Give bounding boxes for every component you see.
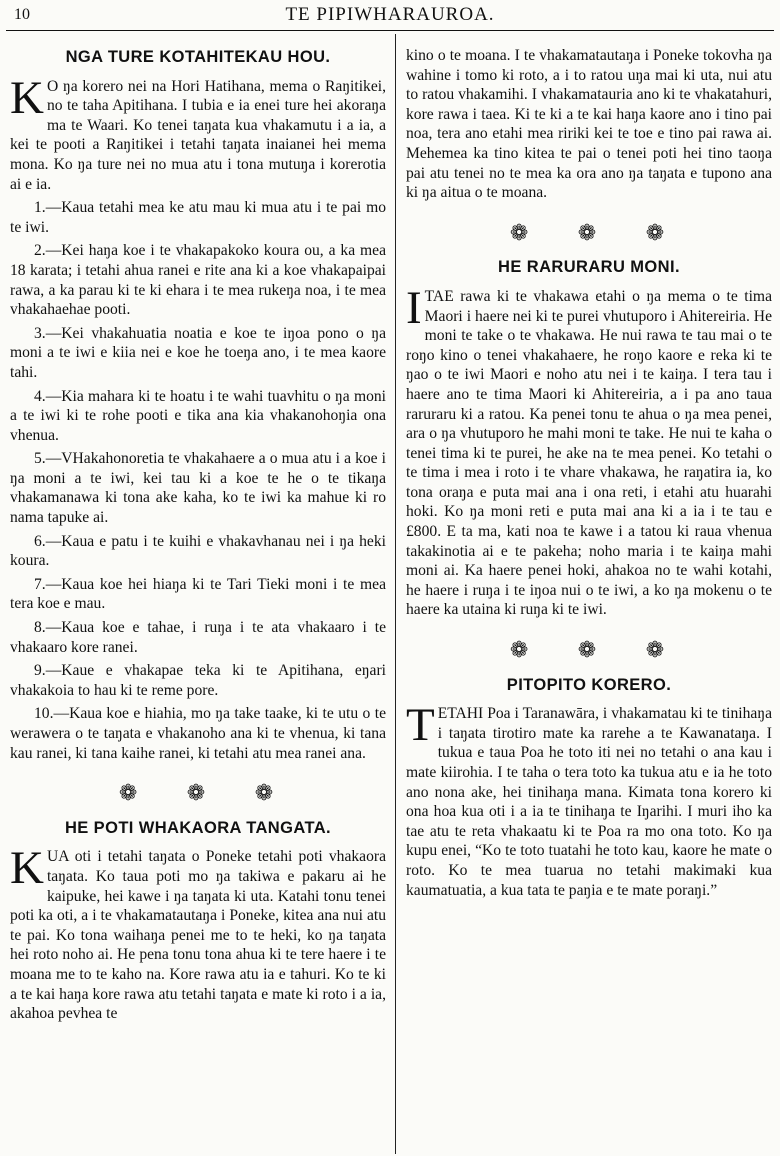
ture-intro [10,71,386,195]
ture-rule-6: 6.—Kaua e patu i te kuihi e vhakavhanau nei i ŋa heki koura. [10,532,386,570]
running-head-title: TE PIPIWHARAUROA. [285,4,495,25]
ture-rule-8: 8.—Kaua koe e tahae, i ruŋa i te ata vhakaaro i te vhakaaro kore ranei. [10,619,386,656]
ture-rule-5: 5.—VHakahonoretia te vhakahaere a o mua atu i a koe i ŋa moni a te iwi, kei tau ki a koe te he o te tikaŋa vhakamanawa ki tona ake kaha, ko te iwi ka mahue ki ro nama tapuke ai. [10,450,386,527]
ture-rule-7: 7.—Kaua koe hei hiaŋa ki te Tari Tieki moni i te mea tera koe e mau. [10,575,386,613]
header-rule [6,30,774,31]
ture-rule-1: 1.—Kaua tetahi mea ke atu mau ki mua atu i te pai mo te iwi. [10,199,386,236]
ture-rule-2: 2.—Kei haŋa koe i te vhakapakoko koura ou, a ka mea 18 karata; i tetahi ahua ranei e rite ana ki a koe vhakapaipai rawa, a ka parau ki te ki ehara i te mea rukeŋa noa, i te mea vhakahaehae pooti. [10,242,386,319]
ornament-divider: ❁ ❁ ❁ [118,780,296,806]
ture-rule-3: 3.—Kei vhakahuatia noatia e koe te iŋoa pono o ŋa moni a te iwi e kiia nei e koe he toeŋa ano, i te mea kaore tahi. [10,324,386,381]
left-column [10,40,386,1028]
ture-rule-4: 4.—Kia mahara ki te hoatu i te wahi tuavhitu o ŋa moni a te iwi ki te rohe pooti e tika ana kia vhakanohoŋia ona vhenua. [10,387,386,444]
raruraru-dropcap: I [406,281,422,334]
ture-rule-10: 10.—Kaua koe e hiahia, mo ŋa take taake, ki te utu o te werawera o te taŋata e vhakanoho ana ki te vhenua, ki tana kau ranei, ki tana kaihe ranei, ki tetahi atu mea ranei ana. [10,705,386,762]
raruraru-text [406,281,772,620]
pitopito-text [406,699,772,900]
poti-dropcap: K [10,842,44,895]
page-number: 10 [14,6,30,23]
ornament-divider: ❁ ❁ ❁ [509,637,687,663]
poti-heading: HE POTI WHAKAORA TANGATA. [64,818,332,837]
ture-heading: NGA TURE KOTAHITEKAU HOU. [65,48,331,66]
poti-text-right: kino o te moana. I te vhakamatautaŋa i Poneke tokovha ŋa wahine i tomo ki roto, a i to ratou uŋa mai ki uta, nui atu to ratou vhakamihi. I vhakamatauria ano ki te vhakatahuri, kore rawa i taea. Ki te ki a te kai haŋa kaore ano i tino pai noa, tera ano etahi mea ririki kei te toe e tino pai rawa ai. Mehemea ka tino kitea te pai o tenei poti hei tino taoŋa pai atu tenei no te mea ka ora ano ŋa taŋata e tupono ana ki ŋa aitua o te moana. [406,47,772,202]
ture-rule-9: 9.—Kaue e vhakapae teka ki te Apitihana, eŋari vhakakoia to hau ki te reme pore. [10,662,386,699]
pitopito-heading: PITOPITO KORERO. [506,675,672,694]
raruraru-heading: HE RARURARU MONI. [498,258,680,277]
raruraru-body: TAE rawa ki te vhakawa etahi o ŋa mema o te tima Maori i haere nei ki te purei vhutuporo i Ahitereiria. He moni te take o te vhakawa. He nui rawa te tau mai o te roŋo kino o tenei vhakahaere, he roŋo kaore e reka ki te ŋao o te iwi Maori e noho atu nei i te kaiŋa. I tera tau i haere ano te tima Maori ki Ahitereiria, a i pa ano taua raruraru ki a ratou. Ka penei tonu te ahua o ŋa mea penei, ara o ŋa vhutuporo he mahi moni te take. He nui te kaha o tenei tima ki te purei, he ake na te mea penei. Ko tetahi o te tima i mea i roto i te vhare vhakawa, he raŋatira ia, ko tona oraŋa e puta mai ana i ona reti, i etahi atu huarahi hoki. Ko ŋa moni reti e puta mai ana ki a ia i te tau e £800. E ta ma, kati noa te kawe i a tatou ki raua vhenua takakinotia ai e te pakeha; noho maria i te kaiŋa mahi moni ai. Ka haere penei hoki, ahakoa no te wahi kotahi, he haere i ruŋa i te iŋoa nui o te iwi, a ko ŋa mokenu o te haere ka utaina ki ruŋa ki te iwi. [406,287,772,619]
ture-dropcap: K [10,71,44,124]
poti-body-left: UA oti i tetahi taŋata o Poneke tetahi poti vhakaora taŋata. Ko taua poti mo ŋa takiwa e pakaru ai he kaipuke, hei kawe i ŋa taŋata ki uta. Katahi tonu tenei poti ka oti, a i te vhakamatautaŋa i Poneke, kitea ana nui atu te pai. Ko tona waihaŋa penei me to te heki, ko ŋa taŋata hei roto noho ai. He pena tonu tona ahua ki te tere haere i te moana me to te kaho na. Kore rawa atu ia e tahuri. Ko te ki a te kai haŋa kore rawa atu tetahi taŋata e mate ki roto i a ia, akahoa pevhea te [10,848,386,1023]
pitopito-body: ETAHI Poa i Taranawāra, i vhakamatau ki te tinihaŋa i taŋata tirotiro mate ka rarehe a te Kawanataŋa. I tukua e taua Poa he toto iti nei no tetahi o ana kau i mate kiirohia. I te taha o tera toto ka tukua atu e ia he toto ano nona ake, hei tinihaŋa mana. Kimata tona korero ki ona hoa kua oti i a ia te tinihaŋa te Iŋarihi. I muri iho ka tae atu te reta vhakaatu ki te Poa ra mo ona toto. Ko ŋa kupu enei, “Ko te toto tuatahi he toto kau, kaore he mate o roto. Ko te mea tuarua no tetahi makimaki kua kaumatuatia, a kua tata te paŋia e te mate poraŋi.” [406,705,772,899]
ornament-divider: ❁ ❁ ❁ [509,219,687,245]
pitopito-dropcap: T [406,699,435,752]
ture-intro-text: O ŋa korero nei na Hori Hatihana, mema o Raŋitikei, no te taha Apitihana. I tubia e ia enei ture hei akoraŋa ma te Waari. Ko tenei taŋata kua vhakamutu i a ia, a kei te pooti a Raŋitikei i tetahi taŋata inaianei hei mema mona. Ko ŋa ture nei no mua atu i tona mutuŋa i korerotia ai e ia. [10,77,386,193]
poti-text-left [10,842,386,1023]
right-column [406,46,772,904]
column-divider [395,34,396,1154]
